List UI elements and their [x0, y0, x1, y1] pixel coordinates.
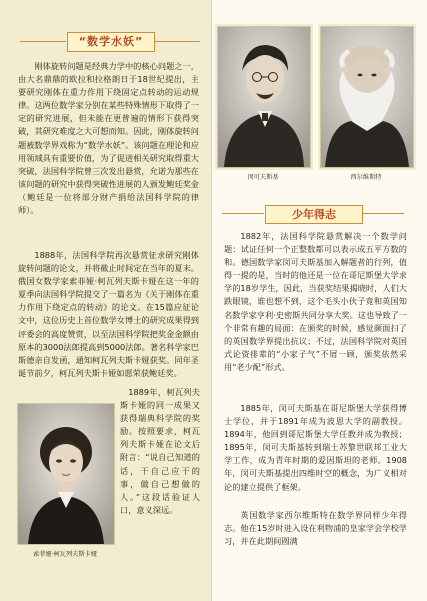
- heading-rule-left: [20, 41, 66, 42]
- heading2-rule-left: [222, 213, 264, 214]
- right-paragraph-1: 1882年，法国科学院悬赏解决一个数学问题：试证任何一个正整数都可以表示成五平方数的和。德国数学家闵可夫斯基加入解题者的行列，值得一提的是，当时的他还是一位在哥尼斯堡大学求学的18岁学生，因此，当获奖结果揭晓时，人们大跌眼镜，谁也想不到，这个毛头小伙子竟和英国知名数学家亨利·史密斯共同分享大奖。这也导致了一个非常有趣的局面：在颁奖的时候，感觉颜面扫了的英国数学界提出抗议；不过，法国科学院对英国式论资排辈的“小家子气”不屑一顾，颁奖依然采用“老少配”形式。: [224, 231, 407, 372]
- section-heading-water-monster: “数学水妖”: [67, 32, 155, 52]
- heading2-rule-right: [362, 213, 404, 214]
- column-divider: [211, 0, 212, 601]
- caption-sylvester: 西尔维斯特: [350, 174, 382, 181]
- portrait-sylvester: [320, 26, 414, 168]
- caption-kovalevskaya: 索菲娅·柯瓦列夫斯卡娅: [33, 551, 97, 558]
- left-paragraph-3: 1889年，柯瓦列夫斯卡娅的同一成果又获得瑞典科学院的奖励。按照要求，柯瓦列夫斯卡娅在论文后附言：“说自己知道的话，干自己应干的事，做自己想做的人。”这段话验证人口，意义深远。: [120, 387, 200, 515]
- left-paragraph-1: 刚体旋转问题是经典力学中的核心问题之一，由大名鼎鼎的欧拉和拉格朗日于18世纪提出，主要研究刚体在重力作用下绕固定点转动的运动规律。这两位数学家分别在某些特殊情形下取得了一定的研究进展，但未能在更普遍的情形下获得突破，其研究难度之大可想而知。因此，刚体旋转问题被数学界戏称为“数学水妖”。该问题在理论和应用领域具有重要价值，为了促进相关研究取得重大突破，法国科学院曾三次发出悬赏，允诺为那些在该问题的研究中获得突破性进展的人颁发鲍廷奖金（鲍廷是一位将部分财产捐给法国科学院的律师）。: [18, 61, 199, 216]
- caption-minkowski: 闵可夫斯基: [247, 174, 279, 181]
- portrait-kovalevskaya: [17, 403, 115, 545]
- left-paragraph-2: 1888年，法国科学院再次悬赏征求研究刚体旋转问题的论文，并将截止时间定在当年的夏末。俄国女数学家索菲娅·柯瓦列夫斯卡娅在这一年的夏季向法国科学院提交了一篇名为《关于刚体在重力作用下绕定点的转动》的论文。在15篇应征论文中，这位历史上首位数学女博士的研究成果得到评委会的高度赞赏，以至法国科学院把奖金金额由原本的3000法郎提高到5000法郎。著名科学家巴斯德亲自发函，通知柯瓦列夫斯卡娅获奖。同年圣诞节前夕，柯瓦列夫斯卡娅如愿荣获鲍廷奖。: [18, 250, 199, 378]
- section-heading-young-success: 少年得志: [265, 205, 363, 224]
- heading-rule-right: [154, 41, 200, 42]
- right-paragraph-2: 1885年，闵可夫斯基在哥尼斯堡大学获得博士学位，并于1891年成为波恩大学的副教授。1894年，他回到哥尼斯堡大学任教并成为教授；1895年，闵可夫斯基转到瑞士苏黎世联邦工业大学工作，成为青年时期的爱因斯坦的老师。1908年，闵可夫斯基提出四维时空的概念，为广义相对论的建立提供了框架。: [224, 403, 407, 492]
- right-paragraph-3: 英国数学家西尔维斯特在数学界同样少年得志。他在15岁时进入设在利物浦的皇家学会学校学习，并在此期间圆满: [224, 510, 407, 547]
- portrait-minkowski: [217, 26, 311, 168]
